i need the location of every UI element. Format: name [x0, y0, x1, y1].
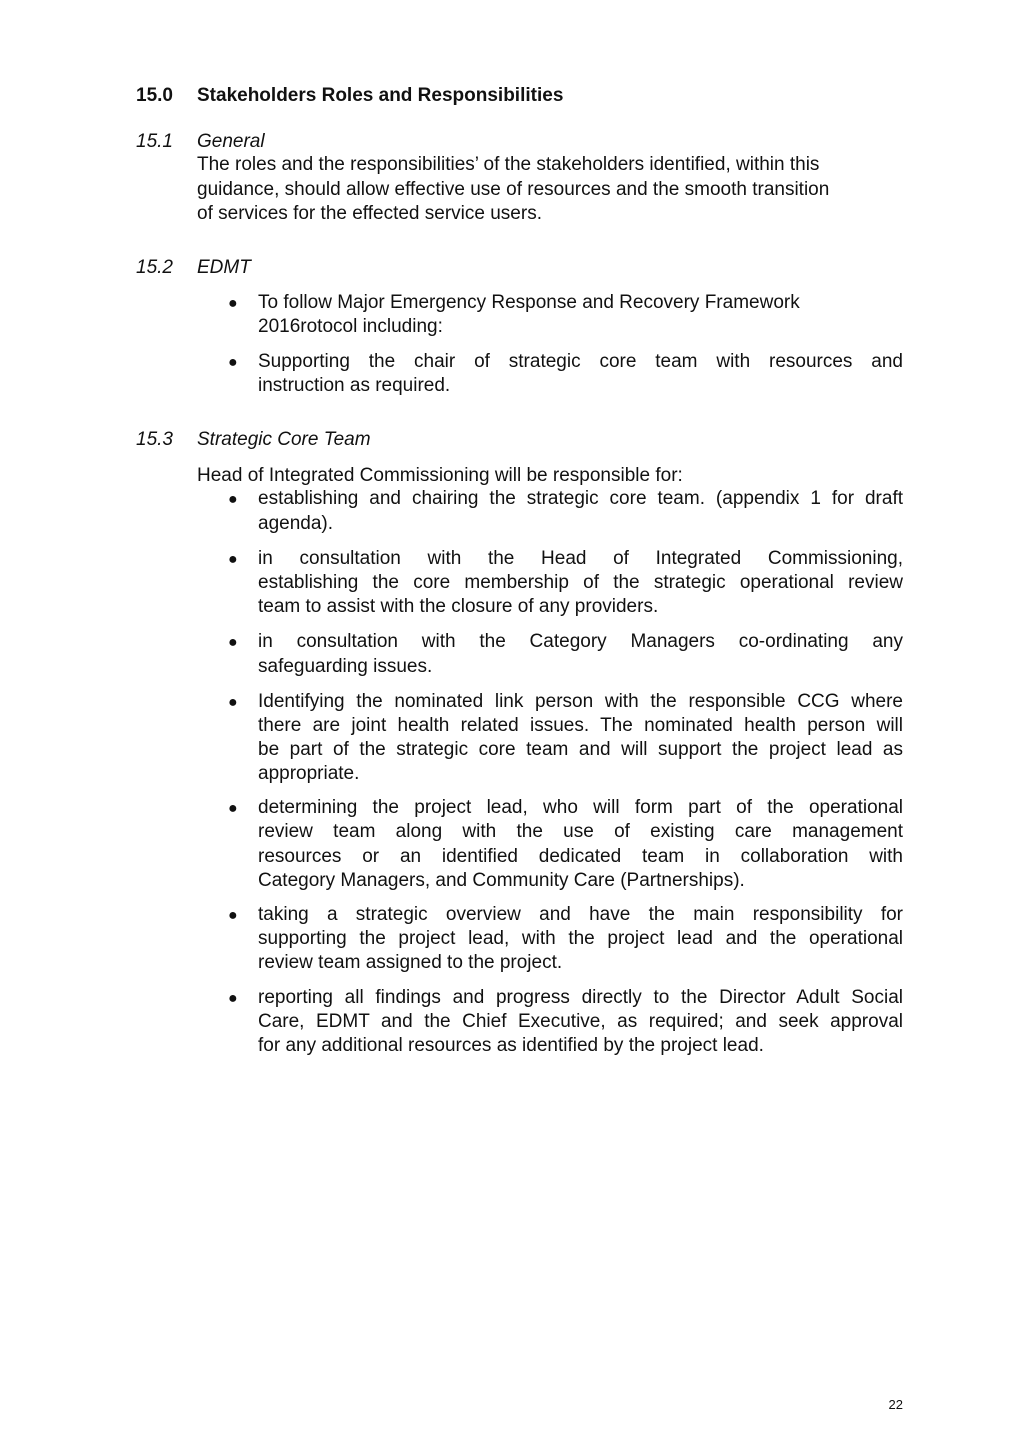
- list-item-line: To follow Major Emergency Response and Recovery Framework: [258, 292, 800, 313]
- list-item-line: team to assist with the closure of any providers.: [258, 596, 659, 617]
- list-item-line: Identifying the nominated link person with the responsible CCG where: [258, 691, 903, 712]
- list-item-line: Supporting the chair of strategic core team with resources and: [258, 351, 903, 372]
- bullet-icon: ●: [228, 990, 238, 1007]
- paragraph-line: of services for the effected service users.: [197, 203, 542, 224]
- subsection-heading-15-3: [136, 429, 371, 451]
- list-item-line: resources or an identified dedicated team in collaboration with: [258, 846, 903, 867]
- bullet-icon: ●: [228, 634, 238, 651]
- list-item-line: determining the project lead, who will form part of the operational: [258, 797, 903, 818]
- bullet-icon: ●: [228, 354, 238, 371]
- section-title: Stakeholders Roles and Responsibilities: [197, 85, 564, 106]
- section-heading-15-0: [136, 85, 563, 107]
- list-item-line: establishing and chairing the strategic core team. (appendix 1 for draft: [258, 488, 903, 509]
- list-item-line: agenda).: [258, 513, 334, 534]
- list-item-line: Category Managers, and Community Care (Partnerships).: [258, 870, 745, 891]
- list-item-line: be part of the strategic core team and will support the project lead as: [258, 739, 903, 760]
- subsection-heading-15-1: [136, 131, 265, 153]
- bullet-icon: ●: [228, 694, 238, 711]
- page-number: 22: [888, 1397, 903, 1412]
- bullet-icon: ●: [228, 907, 238, 924]
- list-item-line: review team assigned to the project.: [258, 952, 563, 973]
- subsection-number: 15.3: [136, 429, 173, 450]
- bullet-icon: ●: [228, 491, 238, 508]
- list-item-line: reporting all findings and progress directly to the Director Adult Social: [258, 987, 903, 1008]
- list-item-line: there are joint health related issues. The nominated health person will: [258, 715, 903, 736]
- list-item-line: in consultation with the Head of Integrated Commissioning,: [258, 548, 903, 569]
- list-item-line: taking a strategic overview and have the main responsibility for: [258, 904, 903, 925]
- paragraph-line: guidance, should allow effective use of resources and the smooth transition: [197, 179, 830, 200]
- subsection-title: EDMT: [197, 257, 251, 278]
- list-item-line: appropriate.: [258, 763, 360, 784]
- section-number: 15.0: [136, 85, 173, 106]
- paragraph-line: The roles and the responsibilities’ of the stakeholders identified, within this: [197, 154, 820, 175]
- subsection-number: 15.1: [136, 131, 173, 152]
- bullet-icon: ●: [228, 551, 238, 568]
- list-item-line: 2016rotocol including:: [258, 316, 443, 337]
- list-item-line: supporting the project lead, with the project lead and the operational: [258, 928, 903, 949]
- subsection-title: General: [197, 131, 265, 152]
- subsection-number: 15.2: [136, 257, 173, 278]
- list-item-line: establishing the core membership of the strategic operational review: [258, 572, 903, 593]
- list-item-line: safeguarding issues.: [258, 656, 433, 677]
- bullet-icon: ●: [228, 800, 238, 817]
- bullet-icon: ●: [228, 295, 238, 312]
- list-item-line: in consultation with the Category Managers co-ordinating any: [258, 631, 903, 652]
- subsection-title: Strategic Core Team: [197, 429, 371, 450]
- list-item-line: instruction as required.: [258, 375, 451, 396]
- list-item-line: review team along with the use of existing care management: [258, 821, 903, 842]
- list-item-line: for any additional resources as identified by the project lead.: [258, 1035, 764, 1056]
- subsection-heading-15-2: [136, 257, 251, 279]
- lead-sentence: Head of Integrated Commissioning will be responsible for:: [197, 465, 683, 486]
- list-item-line: Care, EDMT and the Chief Executive, as required; and seek approval: [258, 1011, 903, 1032]
